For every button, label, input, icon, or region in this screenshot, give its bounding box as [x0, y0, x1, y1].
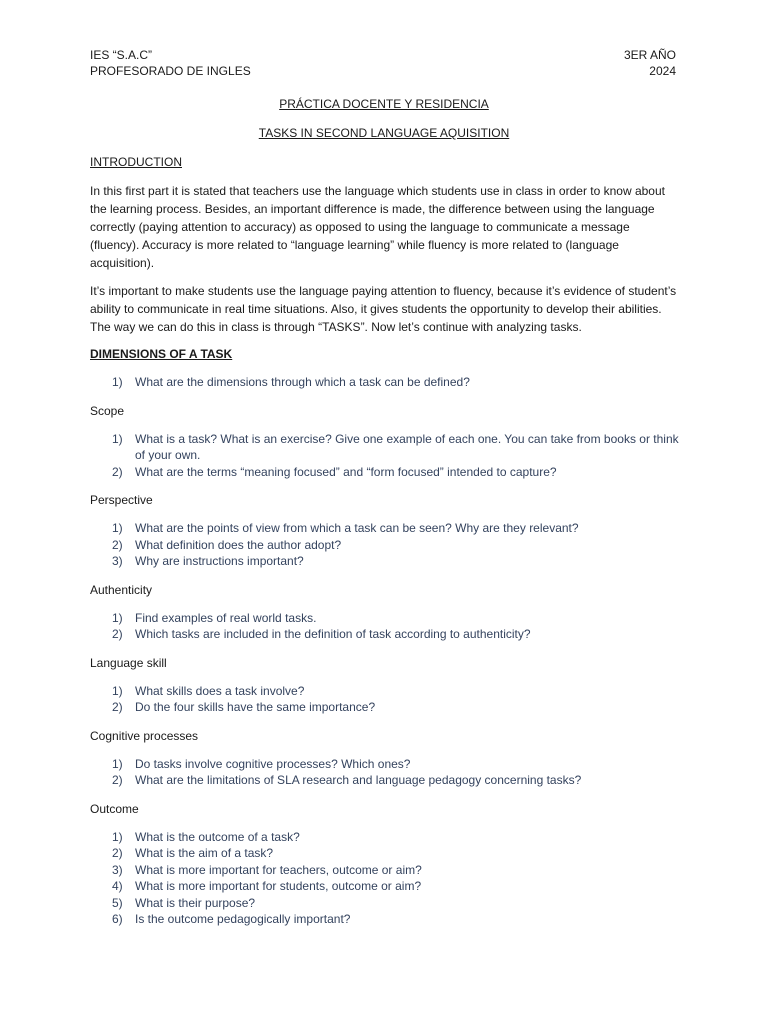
question-text: Do tasks involve cognitive processes? Which ones?	[135, 756, 411, 771]
header-left	[90, 47, 251, 79]
question-number: 2)	[112, 773, 123, 787]
question-number: 1)	[112, 521, 123, 535]
section-title: Language skill	[90, 655, 167, 670]
question-item	[90, 683, 680, 700]
dimensions-heading: DIMENSIONS OF A TASK	[90, 347, 233, 361]
question-item	[90, 756, 680, 773]
question-text: Which tasks are included in the definition of task according to authenticity?	[135, 627, 531, 641]
question-item	[90, 610, 680, 627]
question-text: What is their purpose?	[135, 895, 256, 910]
question-list	[90, 829, 680, 928]
question-number: 1)	[112, 610, 123, 625]
question-text: What is the aim of a task?	[135, 846, 274, 860]
section-title: Cognitive processes	[90, 728, 199, 743]
question-text: Is the outcome pedagogically important?	[135, 912, 351, 926]
question-number: 1)	[112, 829, 123, 844]
question-item	[90, 772, 680, 789]
question-number: 2)	[112, 627, 123, 641]
question-item	[90, 553, 680, 570]
question-number: 1)	[112, 431, 123, 446]
institution-name: IES “S.A.C”	[90, 48, 153, 62]
question-text: What are the dimensions through which a task can be defined?	[135, 375, 470, 389]
question-item	[90, 431, 680, 464]
question-number: 6)	[112, 912, 123, 926]
year-level: 3ER AÑO	[623, 48, 676, 62]
question-list	[90, 683, 680, 716]
question-item	[90, 520, 680, 537]
question-list	[90, 610, 680, 643]
question-list	[90, 520, 680, 570]
question-item	[90, 845, 680, 862]
question-number: 1)	[112, 375, 123, 389]
question-item	[90, 895, 680, 912]
question-text: What is more important for teachers, outcome or aim?	[135, 862, 422, 877]
question-sections	[90, 403, 680, 928]
question-number: 3)	[112, 554, 123, 568]
question-number: 2)	[112, 537, 123, 552]
question-text: What are the limitations of SLA research and language pedagogy concerning tasks?	[135, 773, 582, 787]
question-item	[90, 537, 680, 554]
question-item	[90, 829, 680, 846]
question-number: 1)	[112, 756, 123, 771]
section-title: Scope	[90, 403, 125, 418]
question-number: 3)	[112, 862, 123, 877]
question-text: What is the outcome of a task?	[135, 829, 300, 844]
question-text: Do the four skills have the same importance?	[135, 700, 376, 714]
document-title: PRÁCTICA DOCENTE Y RESIDENCIA	[279, 97, 489, 111]
introduction-paragraph: It’s important to make students use the language paying attention to fluency, because it’s evidence of student’s ability to communicate in real time situations. Also, it gives students the opportunity to develop their abilities. The way we can do this in class is through “TASKS”. Now let’s continue with analyzing tasks.	[90, 284, 677, 334]
header-right	[624, 47, 676, 79]
question-number: 2)	[112, 846, 123, 860]
introduction-heading: INTRODUCTION	[90, 155, 182, 169]
question-text: What are the terms “meaning focused” and “form focused” intended to capture?	[135, 464, 557, 479]
question-text: What is more important for students, outcome or aim?	[135, 879, 422, 893]
question-item	[90, 464, 680, 481]
question-list	[90, 431, 680, 481]
question-item	[90, 699, 680, 716]
year: 2024	[649, 64, 676, 78]
question-text: What are the points of view from which a task can be seen? Why are they relevant?	[135, 521, 579, 535]
question-text: What skills does a task involve?	[135, 683, 305, 698]
question-item	[90, 911, 680, 928]
question-number: 2)	[112, 700, 123, 714]
question-number: 4)	[112, 879, 123, 893]
section-title: Outcome	[90, 801, 139, 816]
document-body	[90, 154, 680, 940]
question-number: 5)	[112, 895, 123, 910]
document-subtitle: TASKS IN SECOND LANGUAGE AQUISITION	[258, 126, 510, 140]
question-item	[90, 374, 680, 391]
question-text: Why are instructions important?	[135, 554, 304, 568]
question-text: Find examples of real world tasks.	[135, 610, 317, 625]
question-number: 1)	[112, 683, 123, 698]
section-title: Perspective	[90, 493, 153, 507]
question-item	[90, 862, 680, 879]
introduction-paragraph: In this first part it is stated that teachers use the language which students use in class in order to know about the learning process. Besides, an important difference is made, the difference between using the language correctly (paying attention to accuracy) as opposed to using the language to communicate a message (fluency). Accuracy is more related to “language learning” while fluency is more related to (language acquisition).	[90, 184, 665, 270]
question-number: 2)	[112, 464, 123, 479]
question-item	[90, 626, 680, 643]
department-name: PROFESORADO DE INGLES	[90, 64, 251, 78]
question-list	[90, 756, 680, 789]
dimensions-question-list	[90, 374, 680, 391]
section-title: Authenticity	[90, 582, 153, 597]
question-text: What definition does the author adopt?	[135, 537, 342, 552]
question-text: What is a task? What is an exercise? Give one example of each one. You can take from books or think of your own.	[135, 431, 679, 462]
question-item	[90, 878, 680, 895]
